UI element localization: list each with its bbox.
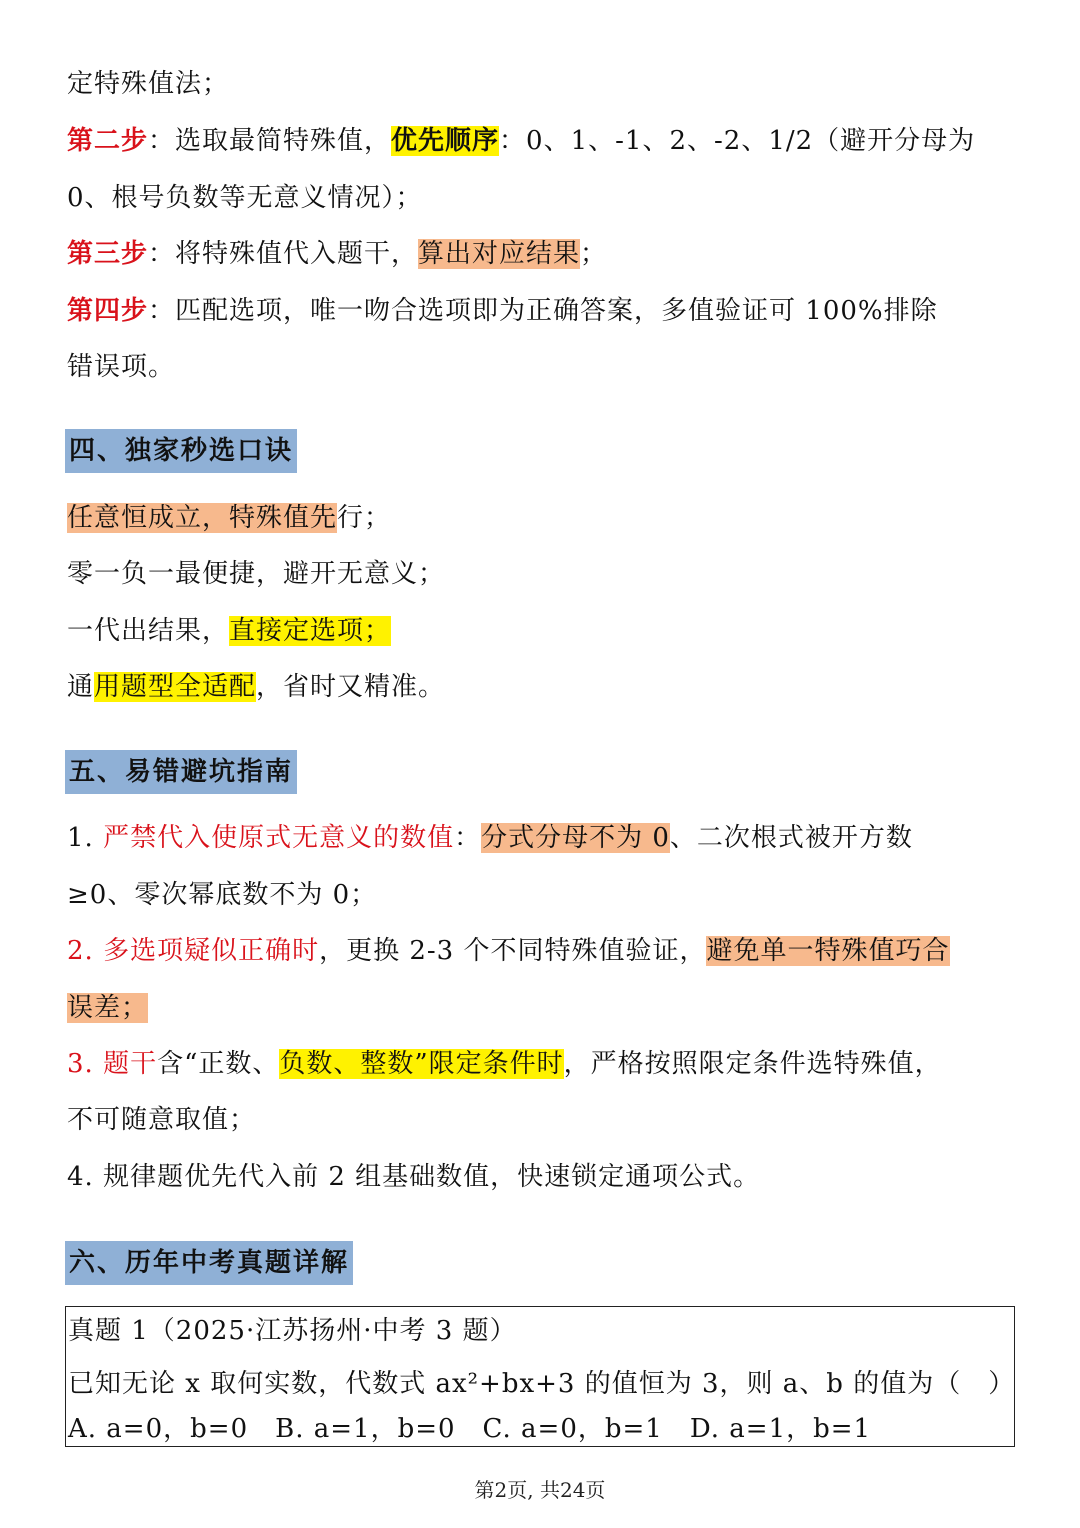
rhyme-text: 一代出结果， <box>67 616 230 646</box>
rhyme-text: 通 <box>67 672 95 702</box>
highlight: 误差； <box>67 993 149 1023</box>
question-stem: 已知无论 x 取何实数，代数式 ax²+bx+3 的值恒为 3，则 a、b 的值为（ ） <box>68 1369 1016 1399</box>
tip-item-1-cont <box>67 875 377 915</box>
step-2-cont <box>67 178 423 218</box>
tip-item-3-cont <box>67 1100 256 1140</box>
tip-text: 、二次根式被开方数 <box>669 823 913 853</box>
tip-item-4 <box>67 1157 760 1197</box>
rhyme-text: 零一负一最便捷，避开无意义； <box>67 559 446 589</box>
step-3 <box>67 234 607 274</box>
item-number: 1. <box>67 823 104 853</box>
rhyme-text: 行； <box>337 503 392 533</box>
red-text: 2. 多选项疑似正确时 <box>67 936 320 966</box>
page-footer: 第2页, 共24页 <box>474 1478 606 1502</box>
highlight: 用题型全适配 <box>94 672 257 702</box>
tip-item-3 <box>67 1044 942 1084</box>
question-options: A. a=0，b=0 B. a=1，b=0 C. a=0，b=1 D. a=1，b=1 <box>68 1414 872 1444</box>
tip-item-2-cont <box>67 988 148 1028</box>
highlight: 直接定选项； <box>229 616 392 646</box>
step-label: 第四步 <box>67 296 149 326</box>
step-4-cont <box>67 347 175 387</box>
tip-text: ： <box>454 823 482 853</box>
red-text: 3. 题干 <box>67 1049 158 1079</box>
question-title: 真题 1（2025·江苏扬州·中考 3 题） <box>68 1316 517 1346</box>
tip-item-1 <box>67 818 913 858</box>
tip-text: 4. 规律题优先代入前 2 组基础数值，快速锁定通项公式。 <box>67 1162 761 1192</box>
highlight: 算出对应结果 <box>418 239 581 269</box>
rhyme-line-2 <box>67 554 445 594</box>
highlight: 避免单一特殊值巧合 <box>706 936 950 966</box>
step-text: ：将特殊值代入题干， <box>148 239 419 269</box>
step-text: ：0、1、-1、2、-2、1/2（避开分母为 <box>499 126 976 156</box>
tip-text: 不可随意取值； <box>67 1105 257 1135</box>
step-text: 0、根号负数等无意义情况）； <box>67 183 423 213</box>
step-text: ； <box>580 239 608 269</box>
step-label: 第三步 <box>67 239 149 269</box>
highlight: 任意恒成立，特殊值先 <box>67 503 338 533</box>
tip-text: ≥0、零次幂底数不为 0； <box>67 880 378 910</box>
question-box <box>65 1306 1015 1447</box>
tip-text: ，更换 2-3 个不同特殊值验证， <box>319 936 707 966</box>
tip-text: ，严格按照限定条件选特殊值， <box>563 1049 942 1079</box>
highlight: 负数、整数”限定条件时 <box>279 1049 564 1079</box>
rhyme-text: ，省时又精准。 <box>256 672 446 702</box>
step-text: ：选取最简特殊值， <box>148 126 392 156</box>
step-label: 第二步 <box>67 126 149 156</box>
rhyme-line-3 <box>67 611 391 651</box>
section-heading-6: 六、历年中考真题详解 <box>65 1241 353 1285</box>
highlight: 分式分母不为 0 <box>481 823 670 853</box>
step-2 <box>67 121 975 161</box>
intro-line <box>67 64 229 104</box>
highlight: 优先顺序 <box>391 126 500 156</box>
intro-text: 定特殊值法； <box>67 69 230 99</box>
rhyme-line-4 <box>67 667 445 707</box>
section-heading-5: 五、易错避坑指南 <box>65 750 297 794</box>
tip-text: 含“正数、 <box>157 1049 280 1079</box>
tip-item-2 <box>67 931 950 971</box>
step-4 <box>67 291 938 331</box>
rhyme-line-1 <box>67 498 391 538</box>
red-text: 严禁代入使原式无意义的数值 <box>103 823 455 853</box>
step-text: ：匹配选项，唯一吻合选项即为正确答案，多值验证可 100%排除 <box>148 296 938 326</box>
section-heading-4: 四、独家秒选口诀 <box>65 429 297 473</box>
step-text: 错误项。 <box>67 352 176 382</box>
